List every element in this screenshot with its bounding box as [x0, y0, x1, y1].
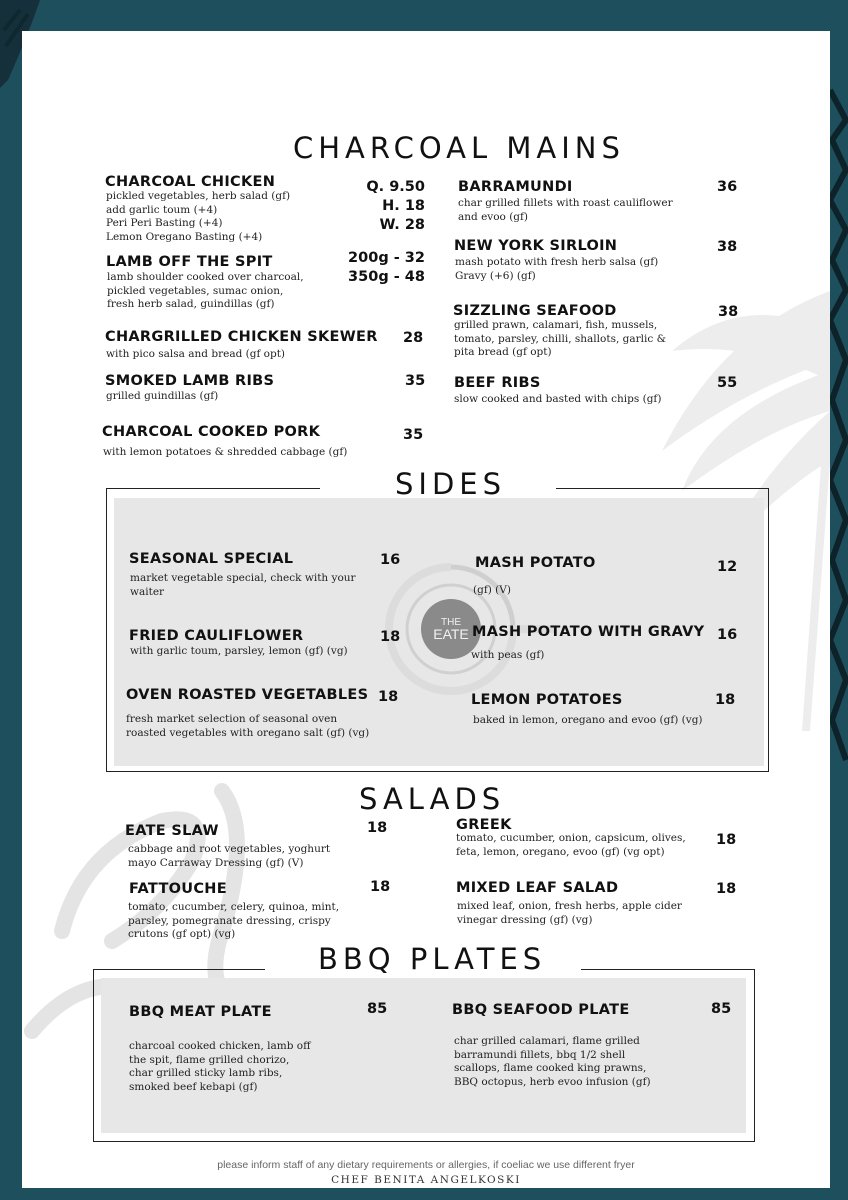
- item-desc-lemon-potatoes: baked in lemon, oregano and evoo (gf) (vg): [473, 714, 703, 726]
- item-name-fried-cauliflower: FRIED CAULIFLOWER: [129, 628, 304, 644]
- item-name-bbq-meat-plate: BBQ MEAT PLATE: [129, 1004, 272, 1020]
- item-price-lamb-350g: 350g - 48: [348, 269, 425, 285]
- item-price-mash-potato-gravy: 16: [717, 627, 738, 643]
- item-price-mash-potato: 12: [717, 559, 738, 575]
- item-desc-fattouche: tomato, cucumber, celery, quinoa, mint, parsley, pomegranate dressing, crispy crutons (gf opt) (vg): [128, 901, 340, 941]
- bbq-frame-bottom: [93, 1141, 755, 1142]
- item-desc-barramundi: char grilled fillets with roast cauliflower and evoo (gf): [458, 197, 673, 223]
- section-title-charcoal-mains: CHARCOAL MAINS: [293, 131, 625, 165]
- item-price-eate-slaw: 18: [367, 820, 388, 836]
- item-name-lemon-potatoes: LEMON POTATOES: [471, 692, 623, 708]
- item-name-mixed-leaf-salad: MIXED LEAF SALAD: [456, 880, 619, 896]
- item-name-charcoal-pork: CHARCOAL COOKED PORK: [102, 424, 321, 440]
- item-name-greek: GREEK: [456, 817, 512, 833]
- bbq-frame-left: [93, 969, 94, 1142]
- item-price-charcoal-chicken-half: H. 18: [382, 198, 425, 214]
- item-price-sizzling-seafood: 38: [718, 304, 739, 320]
- item-price-mixed-leaf-salad: 18: [716, 881, 737, 897]
- sides-frame-left: [106, 488, 107, 772]
- item-price-bbq-seafood-plate: 85: [711, 1001, 732, 1017]
- item-price-charcoal-chicken-quarter: Q. 9.50: [366, 179, 425, 195]
- item-price-new-york-sirloin: 38: [717, 239, 738, 255]
- item-name-oven-roasted-vegetables: OVEN ROASTED VEGETABLES: [126, 687, 369, 703]
- sides-frame-bottom: [106, 771, 769, 772]
- item-name-seasonal-special: SEASONAL SPECIAL: [129, 551, 294, 567]
- item-name-new-york-sirloin: NEW YORK SIRLOIN: [454, 238, 618, 254]
- item-desc-charcoal-chicken: pickled vegetables, herb salad (gf) add garlic toum (+4) Peri Peri Basting (+4) Lemon Oregano Basting (+4): [106, 190, 291, 243]
- item-name-mash-potato: MASH POTATO: [475, 555, 596, 571]
- item-desc-lamb-off-the-spit: lamb shoulder cooked over charcoal, pickled vegetables, sumac onion, fresh herb salad, guindillas (gf): [107, 271, 304, 311]
- item-name-fattouche: FATTOUCHE: [129, 881, 227, 897]
- item-price-smoked-lamb-ribs: 35: [405, 373, 426, 389]
- item-price-greek: 18: [716, 832, 737, 848]
- footer-chef-name: CHEF BENITA ANGELKOSKI: [331, 1174, 521, 1186]
- item-desc-mixed-leaf-salad: mixed leaf, onion, fresh herbs, apple cider vinegar dressing (gf) (vg): [457, 900, 682, 926]
- item-desc-fried-cauliflower: with garlic toum, parsley, lemon (gf) (vg): [130, 645, 348, 657]
- bbq-frame-right: [754, 969, 755, 1142]
- item-price-seasonal-special: 16: [380, 552, 401, 568]
- bbq-frame-top-right: [581, 969, 755, 970]
- item-name-barramundi: BARRAMUNDI: [458, 179, 573, 195]
- item-desc-oven-roasted-vegetables: fresh market selection of seasonal oven roasted vegetables with oregano salt (gf) (vg): [126, 713, 370, 739]
- section-title-bbq-plates: BBQ PLATES: [318, 942, 547, 976]
- item-desc-charcoal-pork: with lemon potatoes & shredded cabbage (gf): [103, 446, 348, 458]
- item-name-charcoal-chicken: CHARCOAL CHICKEN: [105, 174, 276, 190]
- item-name-beef-ribs: BEEF RIBS: [454, 375, 541, 391]
- item-price-charcoal-pork: 35: [403, 427, 424, 443]
- bbq-frame-top-left: [93, 969, 265, 970]
- item-name-mash-potato-gravy: MASH POTATO WITH GRAVY: [472, 624, 705, 640]
- item-desc-eate-slaw: cabbage and root vegetables, yoghurt mayo Carraway Dressing (gf) (V): [128, 843, 331, 869]
- item-desc-beef-ribs: slow cooked and basted with chips (gf): [454, 393, 662, 405]
- item-desc-mash-potato-gravy: with peas (gf): [471, 649, 545, 661]
- sides-frame-top-right: [556, 488, 768, 489]
- item-desc-greek: tomato, cucumber, onion, capsicum, olives, feta, lemon, oregano, evoo (gf) (vg opt): [456, 832, 686, 858]
- sides-frame-right: [768, 488, 769, 772]
- item-price-barramundi: 36: [717, 179, 738, 195]
- sides-frame-top-left: [106, 488, 320, 489]
- item-desc-bbq-seafood-plate: char grilled calamari, flame grilled barramundi fillets, bbq 1/2 shell scallops, flame cooked king prawns, BBQ octopus, herb evoo infusion (gf): [454, 1035, 651, 1088]
- item-price-lemon-potatoes: 18: [715, 692, 736, 708]
- item-price-oven-roasted-vegetables: 18: [378, 689, 399, 705]
- item-name-smoked-lamb-ribs: SMOKED LAMB RIBS: [105, 373, 275, 389]
- item-name-chicken-skewer: CHARGRILLED CHICKEN SKEWER: [105, 329, 378, 345]
- item-price-charcoal-chicken-whole: W. 28: [379, 217, 425, 233]
- item-desc-sizzling-seafood: grilled prawn, calamari, fish, mussels, tomato, parsley, chilli, shallots, garlic & pita bread (gf opt): [454, 319, 666, 359]
- item-name-bbq-seafood-plate: BBQ SEAFOOD PLATE: [452, 1002, 630, 1018]
- item-desc-new-york-sirloin: mash potato with fresh herb salsa (gf) Gravy (+6) (gf): [455, 256, 659, 282]
- item-desc-seasonal-special: market vegetable special, check with your waiter: [130, 572, 356, 598]
- section-title-sides: SIDES: [395, 467, 507, 501]
- item-desc-mash-potato: (gf) (V): [473, 584, 511, 596]
- item-price-fattouche: 18: [370, 879, 391, 895]
- svg-text:THE: THE: [441, 617, 461, 628]
- svg-text:EATE: EATE: [433, 626, 469, 642]
- item-price-chicken-skewer: 28: [403, 330, 424, 346]
- item-name-lamb-off-the-spit: LAMB OFF THE SPIT: [106, 254, 273, 270]
- item-desc-chicken-skewer: with pico salsa and bread (gf opt): [106, 348, 286, 360]
- item-price-fried-cauliflower: 18: [380, 629, 401, 645]
- item-name-sizzling-seafood: SIZZLING SEAFOOD: [453, 303, 617, 319]
- section-title-salads: SALADS: [359, 782, 506, 816]
- item-price-bbq-meat-plate: 85: [367, 1001, 388, 1017]
- item-desc-smoked-lamb-ribs: grilled guindillas (gf): [106, 390, 219, 402]
- item-desc-bbq-meat-plate: charcoal cooked chicken, lamb off the spit, flame grilled chorizo, char grilled sticky lamb ribs, smoked beef kebapi (gf): [129, 1040, 311, 1093]
- item-name-eate-slaw: EATE SLAW: [125, 823, 219, 839]
- item-price-beef-ribs: 55: [717, 375, 738, 391]
- menu-sheet: [22, 31, 830, 1188]
- footer-dietary-note: please inform staff of any dietary requirements or allergies, if coeliac we use different fryer: [217, 1159, 635, 1171]
- item-price-lamb-200g: 200g - 32: [348, 250, 425, 266]
